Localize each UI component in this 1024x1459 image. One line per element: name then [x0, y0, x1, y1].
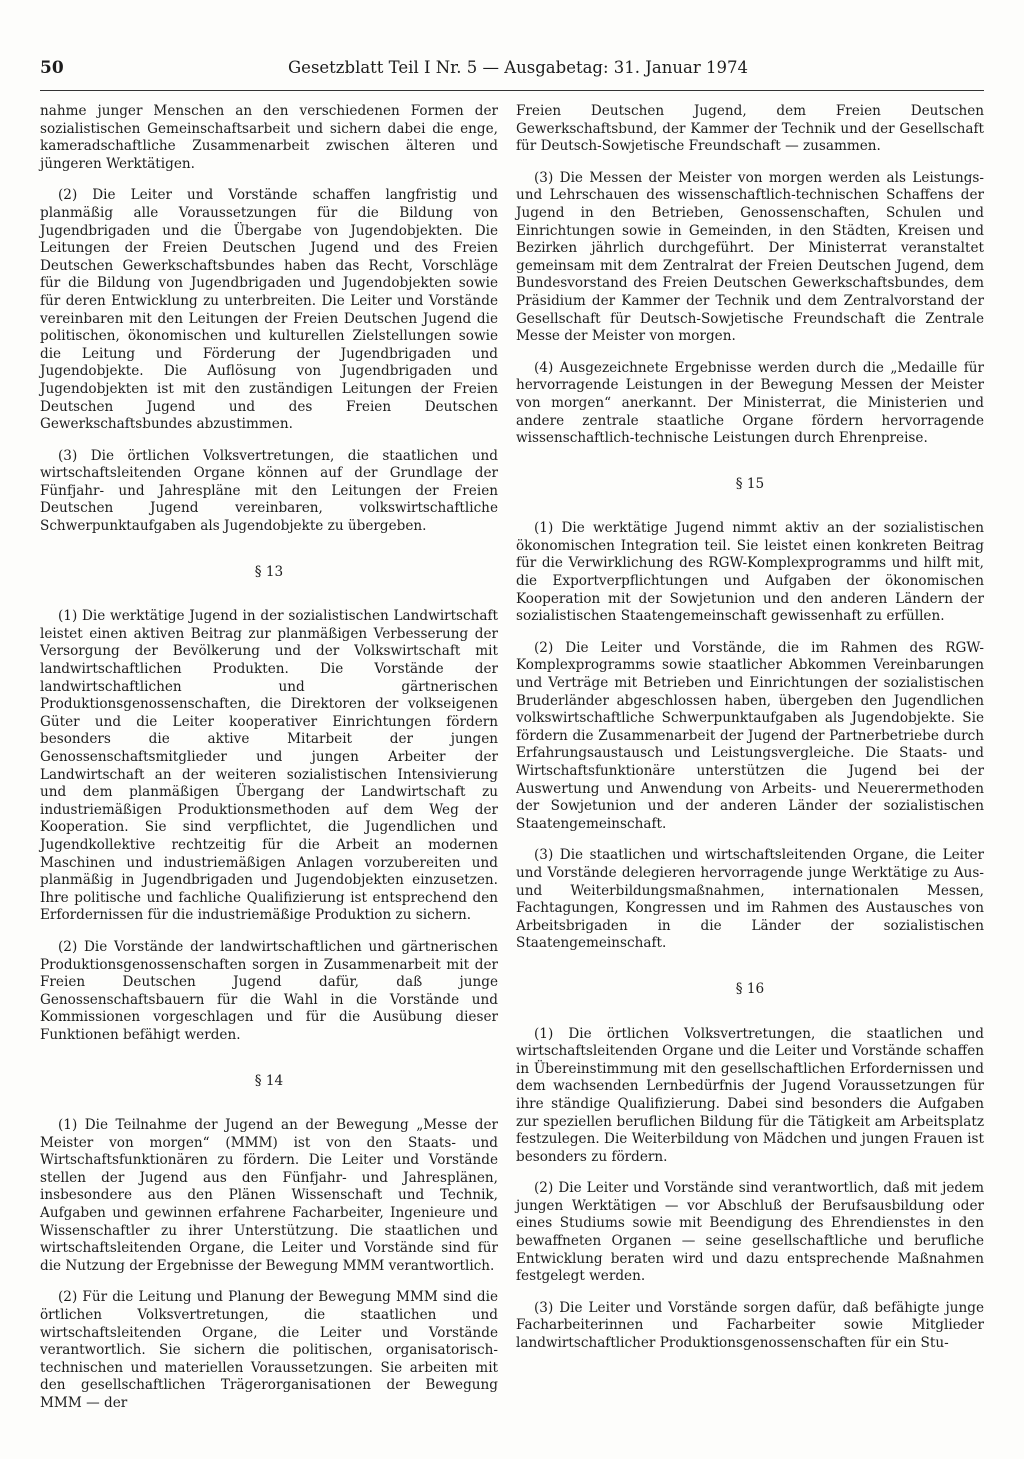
paragraph: (2) Die Vorstände der landwirtschaftlichen und gärtnerischen Produktionsgenossenschaften sorgen in Zusammenarbeit mit der Freien Deutschen Jugend dafür, daß junge Genossenschaftsbauern für die Wahl in die Vorstände und Kommissionen vorgeschlagen und für die Ausübung dieser Funktionen befähigt werden.	[40, 938, 498, 1043]
paragraph: (1) Die Teilnahme der Jugend an der Bewegung „Messe der Meister von morgen“ (MMM) ist von den Staats- und Wirtschaftsfunktionären zu fördern. Die Leiter und Vorstände stellen der Jugend aus den Fünfjahr- und Jahresplänen, insbesondere aus den Plänen Wissenschaft und Technik, Aufgaben und gewinnen erfahrene Facharbeiter, Ingenieure und Wissenschaftler zu ihrer Unterstützung. Die staatlichen und wirtschaftsleitenden Organe, die Leiter und Vorstände sind für die Nutzung der Ergebnisse der Bewegung MMM verantwortlich.	[40, 1117, 498, 1274]
paragraph: Freien Deutschen Jugend, dem Freien Deutschen Gewerkschaftsbund, der Kammer der Technik und der Gesellschaft für Deutsch-Sowjetische Freundschaft — zusammen.	[516, 103, 984, 155]
paragraph: (1) Die werktätige Jugend in der sozialistischen Landwirtschaft leistet einen aktiven Beitrag zur planmäßigen Verbesserung der Versorgung der Bevölkerung und der Volkswirtschaft mit landwirtschaftlichen Produkten. Die Vorstände der landwirtschaftlichen und gärtnerischen Produktionsgenossenschaften, die Direktoren der volkseigenen Güter und die Leiter kooperativer Einrichtungen fördern besonders die aktive Mitarbeit der jungen Genossenschaftsmitglieder und jungen Arbeiter der Landwirtschaft an der weiteren sozialistischen Intensivierung und dem planmäßigen Übergang der Landwirtschaft zu industriemäßigen Produktionsmethoden auf dem Weg der Kooperation. Sie sind verpflichtet, die Jugendlichen und Jugendkollektive rechtzeitig für die Arbeit an modernen Maschinen und industriemäßigen Anlagen vorzubereiten und planmäßig in Jugendbrigaden und Jugendobjekten einzusetzen. Ihre politische und fachliche Qualifizierung ist entsprechend den Erfordernissen für die industriemäßige Produktion zu sichern.	[40, 608, 498, 924]
page-number: 50	[40, 58, 64, 78]
paragraph: (1) Die örtlichen Volksvertretungen, die staatlichen und wirtschaftsleitenden Organe und die Leiter und Vorstände schaffen in Übereinstimmung mit den gesellschaftlichen Erfordernissen und dem wachsenden Lernbedürfnis der Jugend Voraussetzungen für ihre ständige Qualifizierung. Dabei sind besonders die Aufgaben zur speziellen beruflichen Bildung für die Tätigkeit am Arbeitsplatz festzulegen. Die Weiterbildung von Mädchen und jungen Frauen ist besonders zu fördern.	[516, 1025, 984, 1165]
section-heading-16: § 16	[735, 980, 765, 997]
paragraph: (3) Die staatlichen und wirtschaftsleitenden Organe, die Leiter und Vorstände delegieren hervorragende junge Werktätige zu Aus- und Weiterbildungsmaßnahmen, internationalen Messen, Fachtagungen, Kongressen und im Rahmen des Austausches von Arbeitsbrigaden in die Länder der sozialistischen Staatengemeinschaft.	[516, 847, 984, 952]
paragraph: (2) Für die Leitung und Planung der Bewegung MMM sind die örtlichen Volksvertretungen, die staatlichen und wirtschaftsleitenden Organe, die Leiter und Vorstände verantwortlich. Sie sichern die politischen, organisatorisch-technischen und materiellen Voraussetzungen. Sie arbeiten mit den gesellschaftlichen Trägerorganisationen der Bewegung MMM — der	[40, 1289, 498, 1411]
section-heading-15: § 15	[735, 475, 765, 492]
paragraph: (4) Ausgezeichnete Ergebnisse werden durch die „Medaille für hervorragende Leistungen in der Bewegung Messen der Meister von morgen“ anerkannt. Der Ministerrat, die Ministerien und andere zentrale staatliche Organe fördern hervorragende wissenschaftlich-technische Leistungen durch Ehrenpreise.	[516, 359, 984, 447]
running-head: Gesetzblatt Teil I Nr. 5 — Ausgabetag: 31. Januar 1974	[288, 58, 748, 77]
paragraph: (2) Die Leiter und Vorstände, die im Rahmen des RGW-Komplexprogramms sowie staatlicher Abkommen Vereinbarungen und Verträge mit Betrieben und Einrichtungen der sozialistischen Bruderländer abgeschlossen haben, übergeben den Jugendlichen volkswirtschaftliche Schwerpunktaufgaben als Jugendobjekte. Sie fördern die Zusammenarbeit der Jugend der Partnerbetriebe durch Erfahrungsaustausch und Leistungsvergleiche. Die Staats- und Wirtschaftsfunktionäre unterstützen die Jugend bei der Auswertung und Anwendung von Arbeits- und Neuerermethoden der Sowjetunion und der anderen Länder der sozialistischen Staatengemeinschaft.	[516, 639, 984, 832]
paragraph: (3) Die örtlichen Volksvertretungen, die staatlichen und wirtschaftsleitenden Organe können auf der Grundlage der Fünfjahr- und Jahrespläne mit den Leitungen der Freien Deutschen Jugend vereinbaren, volkswirtschaftliche Schwerpunktaufgaben als Jugendobjekte zu übergeben.	[40, 447, 498, 535]
paragraph: (2) Die Leiter und Vorstände schaffen langfristig und planmäßig alle Voraussetzungen für die Bildung von Jugendbrigaden und die Übergabe von Jugendobjekten. Die Leitungen der Freien Deutschen Jugend und des Freien Deutschen Gewerkschaftsbundes haben das Recht, Vorschläge für die Bildung von Jugendbrigaden und Jugendobjekten sowie für deren Entwicklung zu unterbreiten. Die Leiter und Vorstände vereinbaren mit den Leitungen der Freien Deutschen Jugend die politischen, ökonomischen und kulturellen Zielstellungen sowie die Leitung und Förderung der Jugendbrigaden und Jugendobjekte. Die Auflösung von Jugendbrigaden und Jugendobjekten ist mit den zuständigen Leitungen der Freien Deutschen Jugend und des Freien Deutschen Gewerkschaftsbundes abzustimmen.	[40, 187, 498, 433]
left-column	[40, 103, 498, 1427]
paragraph: (3) Die Leiter und Vorstände sorgen dafür, daß befähigte junge Facharbeiterinnen und Facharbeiter sowie Mitglieder landwirtschaftlicher Produktionsgenossenschaften für ein Stu-	[516, 1299, 984, 1352]
section-heading-14: § 14	[254, 1072, 284, 1089]
paragraph: (2) Die Leiter und Vorstände sind verantwortlich, daß mit jedem jungen Werktätigen — vor Abschluß der Berufsausbildung oder eines Studiums sowie mit Beendigung des Ehrendienstes in den bewaffneten Organen — seine gesellschaftliche und berufliche Entwicklung beraten wird und dazu entsprechende Maßnahmen festgelegt werden.	[516, 1180, 984, 1285]
header-rule	[40, 90, 984, 91]
page-header	[40, 58, 984, 82]
paragraph: (1) Die werktätige Jugend nimmt aktiv an der sozialistischen ökonomischen Integration teil. Sie leistet einen konkreten Beitrag für die Verwirklichung des RGW-Komplexprogramms und hilft mit, die Exportverpflichtungen und Aufgaben der ökonomischen Kooperation mit der Sowjetunion und den anderen Ländern der sozialistischen Staatengemeinschaft gewissenhaft zu erfüllen.	[516, 520, 984, 625]
paragraph: nahme junger Menschen an den verschiedenen Formen der sozialistischen Gemeinschaftsarbeit und sichern dabei die enge, kameradschaftliche Zusammenarbeit zwischen älteren und jüngeren Werktätigen.	[40, 103, 498, 172]
paragraph: (3) Die Messen der Meister von morgen werden als Leistungs- und Lehrschauen des wissenschaftlich-technischen Schaffens der Jugend in den Betrieben, Genossenschaften, Schulen und Einrichtungen sowie in Gemeinden, in den Städten, Kreisen und Bezirken jährlich durchgeführt. Der Ministerrat veranstaltet gemeinsam mit dem Zentralrat der Freien Deutschen Jugend, dem Bundesvorstand des Freien Deutschen Gewerkschaftsbundes, dem Präsidium der Kammer der Technik und dem Zentralvorstand der Gesellschaft für Deutsch-Sowjetische Freundschaft die Zentrale Messe der Meister von morgen.	[516, 169, 984, 345]
section-heading-13: § 13	[254, 563, 284, 580]
right-column	[516, 103, 984, 1367]
